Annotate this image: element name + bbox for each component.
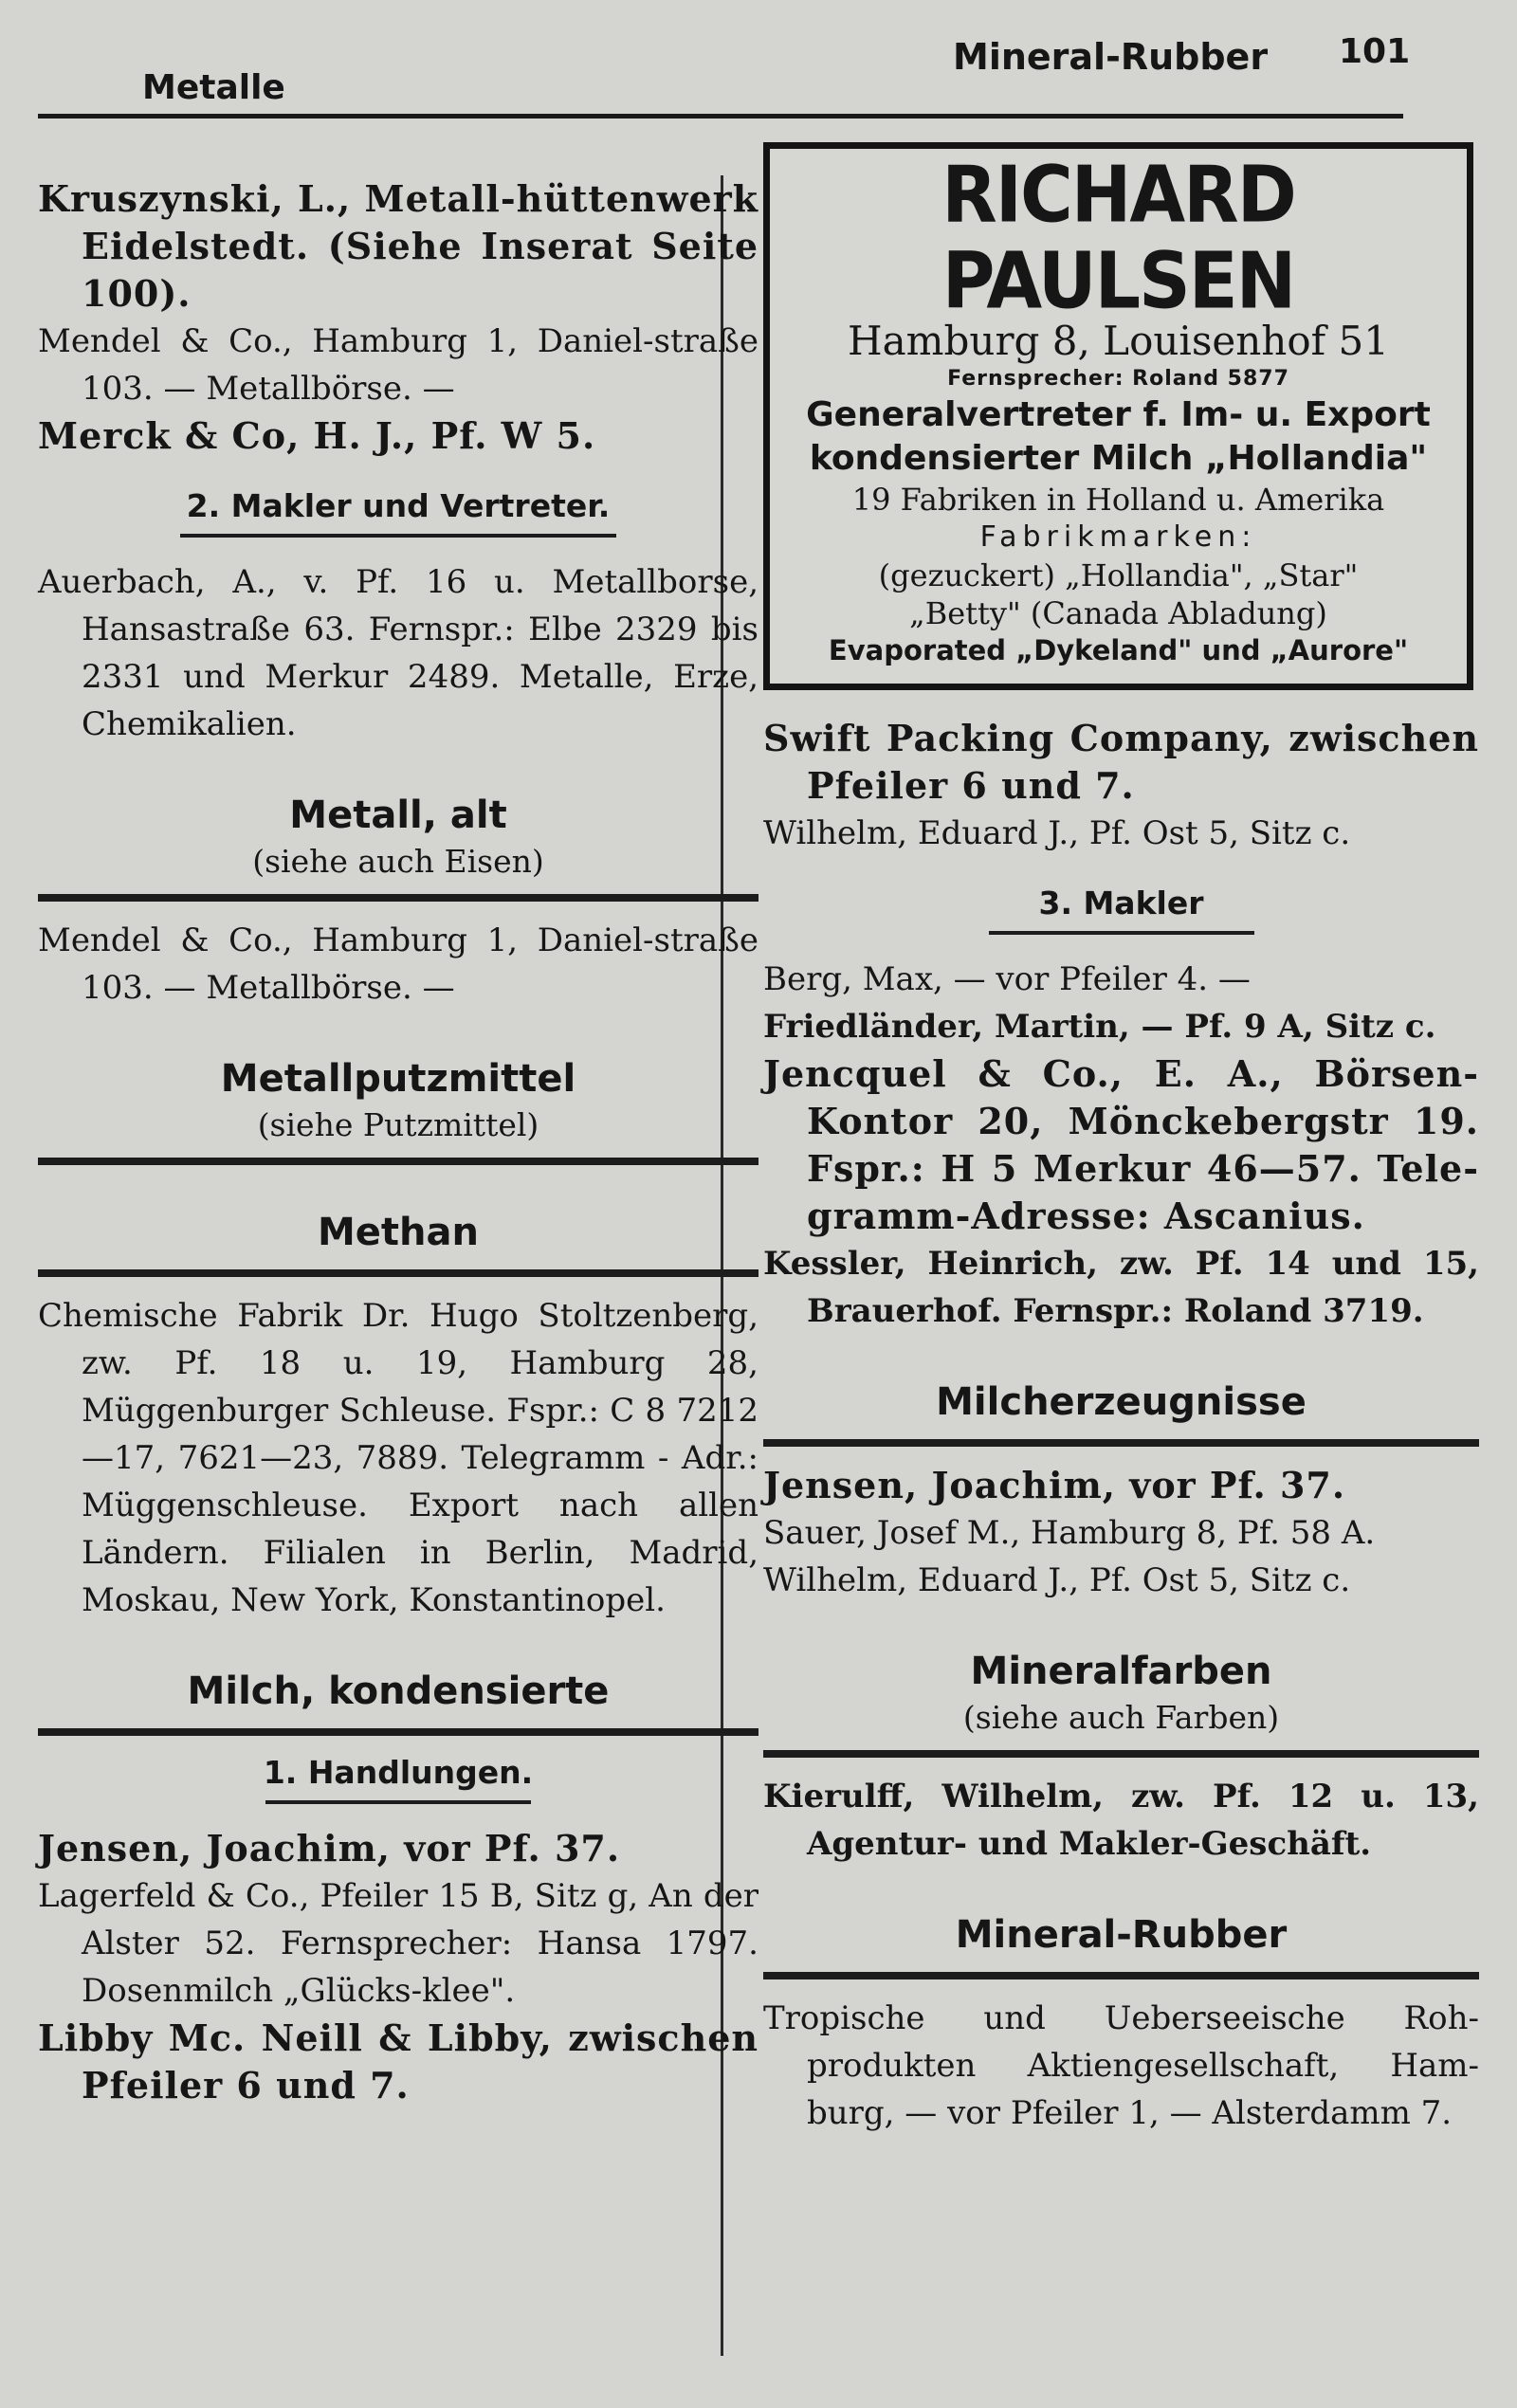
- entry-kessler: Kessler, Heinrich, zw. Pf. 14 und 15, Brauerhof. Fernspr.: Roland 3719.: [763, 1245, 1479, 1330]
- section-title-milch-kondensierte: Milch, kondensierte: [187, 1669, 610, 1713]
- subsection-rule: [180, 534, 616, 538]
- section-rule: [763, 1750, 1479, 1758]
- section-note-mineralfarben: (siehe auch Farben): [962, 1699, 1280, 1736]
- entry-jensen-right: Jensen, Joachim, vor Pf. 37.: [763, 1464, 1346, 1506]
- ad-address: Hamburg 8, Louisenhof 51: [848, 318, 1389, 364]
- ad-marks-1: (gezuckert) „Hollandia", „Star": [878, 557, 1359, 593]
- running-head-left: Metalle: [142, 68, 285, 107]
- entry-chemische-fabrik: Chemische Fabrik Dr. Hugo Stoltzenberg, zw. Pf. 18 u. 19, Hamburg 28, Müggenburger Schleuse. Fspr.: C 8 7212—17, 7621—23, 7889. Telegramm - Adr.: Müggenschleuse. Export nach allen Ländern. Filialen in Berlin, Madrid, Moskau, New York, Konstantinopel.: [38, 1297, 758, 1619]
- left-column: [38, 175, 758, 2109]
- header-rule: [38, 114, 1403, 119]
- entry-wilhelm: Wilhelm, Eduard J., Pf. Ost 5, Sitz c.: [763, 814, 1351, 852]
- section-note-metallputzmittel: (siehe Putzmittel): [257, 1106, 539, 1143]
- section-rule: [38, 894, 758, 902]
- ad-phone: Fernsprecher: Roland 5877: [947, 367, 1289, 391]
- entry-friedlaender: Friedländer, Martin, — Pf. 9 A, Sitz c.: [763, 1008, 1436, 1046]
- section-rule: [38, 1728, 758, 1736]
- section-title-methan: Methan: [318, 1211, 479, 1254]
- section-rule: [38, 1158, 758, 1165]
- entry-tropische: Tropische und Ueberseeische Roh-produkten Aktiengesellschaft, Ham-burg, — vor Pfeiler 1, — Alsterdamm 7.: [763, 1999, 1479, 2132]
- entry-berg: Berg, Max, — vor Pfeiler 4. —: [763, 960, 1251, 998]
- section-title-metallputzmittel: Metallputzmittel: [220, 1057, 576, 1101]
- subsection-rule: [265, 1800, 531, 1804]
- entry-wilhelm-2: Wilhelm, Eduard J., Pf. Ost 5, Sitz c.: [763, 1561, 1351, 1599]
- entry-kruszynski: Kruszynski, L., Metall-hüttenwerk Eidelstedt. (Siehe Inserat Seite 100).: [38, 177, 758, 315]
- entry-jensen: Jensen, Joachim, vor Pf. 37.: [38, 1827, 621, 1870]
- advertisement-richard-paulsen: [763, 142, 1473, 690]
- section-title-mineral-rubber: Mineral-Rubber: [955, 1913, 1288, 1957]
- entry-sauer: Sauer, Josef M., Hamburg 8, Pf. 58 A.: [763, 1514, 1376, 1552]
- subsection-title-makler: 3. Makler: [1038, 885, 1204, 921]
- entry-mendel-alt: Mendel & Co., Hamburg 1, Daniel-straße 103. — Metallbörse. —: [38, 921, 758, 1007]
- ad-factories: 19 Fabriken in Holland u. Amerika: [851, 482, 1385, 518]
- entry-swift: Swift Packing Company, zwischen Pfeiler 6 und 7.: [763, 717, 1479, 807]
- section-title-mineralfarben: Mineralfarben: [970, 1650, 1272, 1693]
- entry-lagerfeld: Lagerfeld & Co., Pfeiler 15 B, Sitz g, An der Alster 52. Fernsprecher: Hansa 1797. Dosenmilch „Glücks-klee".: [38, 1877, 758, 2010]
- section-rule: [763, 1439, 1479, 1447]
- entry-libby: Libby Mc. Neill & Libby, zwischen Pfeiler 6 und 7.: [38, 2016, 758, 2107]
- subsection-title-makler-vertreter: 2. Makler und Vertreter.: [186, 487, 611, 524]
- entry-auerbach: Auerbach, A., v. Pf. 16 u. Metallborse, Hansastraße 63. Fernspr.: Elbe 2329 bis 2331 und Merkur 2489. Metalle, Erze, Chemikalien.: [38, 563, 758, 743]
- section-rule: [763, 1972, 1479, 1979]
- entry-merck: Merck & Co, H. J., Pf. W 5.: [38, 414, 596, 457]
- section-rule: [38, 1269, 758, 1277]
- running-head-right: Mineral-Rubber: [953, 36, 1269, 78]
- section-note-metall-alt: (siehe auch Eisen): [252, 843, 544, 880]
- ad-tagline-1: Generalvertreter f. Im- u. Export: [806, 395, 1431, 434]
- ad-marks-2: „Betty" (Canada Abladung): [909, 595, 1327, 631]
- ad-company-name: RICHARD PAULSEN: [941, 149, 1295, 326]
- section-title-metall-alt: Metall, alt: [289, 794, 507, 837]
- entry-kierulff: Kierulff, Wilhelm, zw. Pf. 12 u. 13, Agentur- und Makler-Geschäft.: [763, 1778, 1479, 1863]
- ad-tagline-2: kondensierter Milch „Hollandia": [809, 439, 1428, 478]
- ad-marks-label: Fabrikmarken:: [979, 520, 1257, 554]
- entry-jencquel: Jencquel & Co., E. A., Börsen-Kontor 20, Mönckebergstr 19. Fspr.: H 5 Merkur 46—57. Tele-gramm-Adresse: Ascanius.: [763, 1052, 1479, 1237]
- page-number: 101: [1339, 32, 1411, 71]
- entry-mendel: Mendel & Co., Hamburg 1, Daniel-straße 103. — Metallbörse. —: [38, 322, 758, 408]
- right-column: [763, 142, 1479, 2137]
- subsection-title-handlungen: 1. Handlungen.: [263, 1754, 534, 1791]
- section-title-milcherzeugnisse: Milcherzeugnisse: [936, 1380, 1307, 1424]
- ad-marks-3: Evaporated „Dykeland" und „Aurore": [828, 634, 1409, 666]
- subsection-rule: [989, 931, 1254, 935]
